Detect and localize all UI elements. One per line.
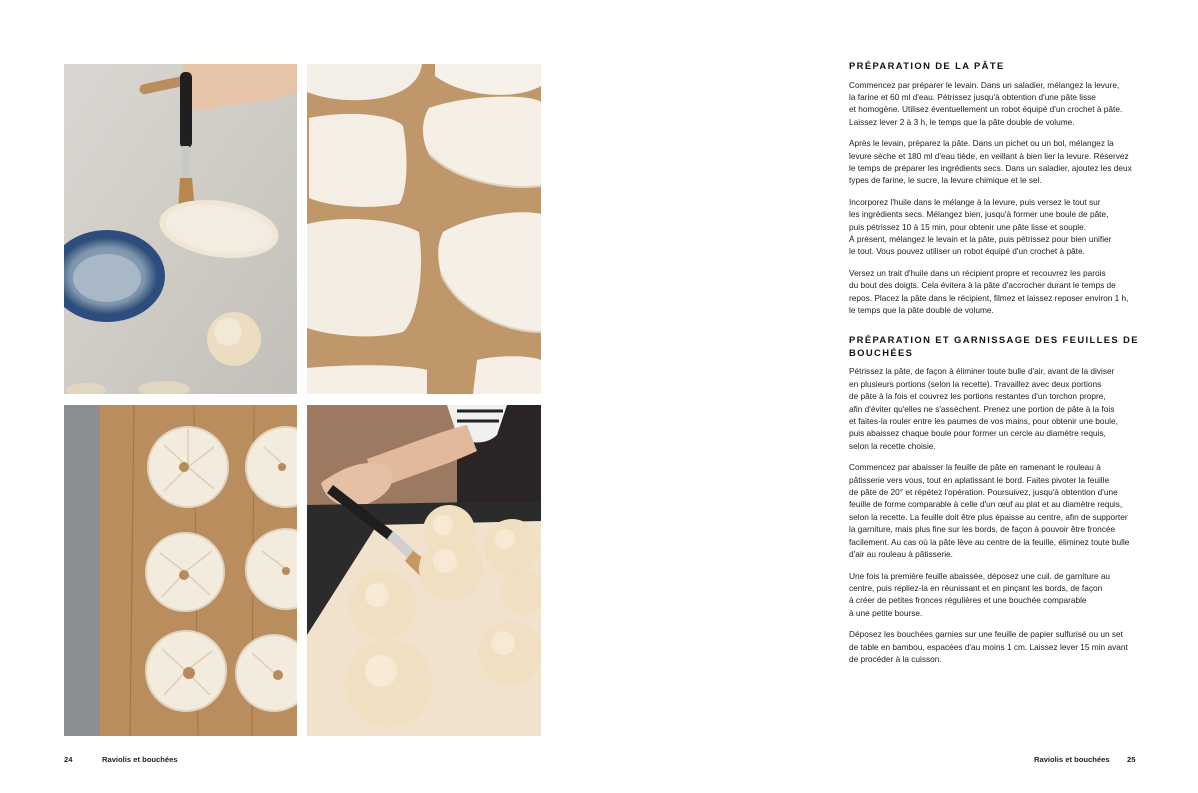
- text-line: types de farine, le sucre, la levure chimique et le sel.: [849, 175, 1042, 186]
- paragraph: [849, 267, 1139, 317]
- text-line: et homogène. Utilisez éventuellement un robot équipé d'un crochet à pâte.: [849, 104, 1123, 115]
- text-line: Commencez par préparer le levain. Dans un saladier, mélangez la levure,: [849, 79, 1120, 90]
- text-line: en plusieurs portions (selon la recette). Travaillez avec deux portions: [849, 378, 1102, 389]
- text-line: à une petite bourse.: [849, 607, 923, 618]
- text-line: le tout. Vous pouvez utiliser un robot équipé d'un crochet à pâte.: [849, 246, 1085, 257]
- paragraph: [849, 137, 1139, 187]
- text-line: Versez un trait d'huile dans un récipient propre et recouvrez les parois: [849, 267, 1106, 278]
- text-line: Déposez les bouchées garnies sur une feuille de papier sulfurisé ou un set: [849, 629, 1123, 640]
- paragraph: [849, 628, 1139, 665]
- photo-folded-dough-sheets: [307, 64, 541, 394]
- text-line: la farine et 60 ml d'eau. Pétrissez jusqu'à obtention d'une pâte lisse: [849, 91, 1096, 102]
- text-line: repos. Placez la pâte dans le récipient, filmez et laissez reposer environ 1 h,: [849, 292, 1129, 303]
- photo-steamed-buns-on-board: [64, 405, 297, 736]
- paragraph: [849, 461, 1139, 560]
- text-line: Après le levain, préparez la pâte. Dans un pichet ou un bol, mélangez la: [849, 138, 1114, 149]
- text-line: À présent, mélangez le levain et la pâte, puis pétrissez pour bien unifier: [849, 233, 1112, 244]
- text-line: feuille de forme comparable à celle d'un œuf au plat et au diamètre requis,: [849, 499, 1123, 510]
- text-line: Commencez par abaisser la feuille de pâte en ramenant le rouleau à: [849, 462, 1101, 473]
- running-title-right: Raviolis et bouchées: [1034, 755, 1110, 764]
- text-line: centre, puis repliez-la en réunissant et en pinçant les bords, de façon: [849, 582, 1103, 593]
- text-line: Une fois la première feuille abaissée, déposez une cuil. de garniture au: [849, 570, 1111, 581]
- text-line: la garniture, mais plus fine sur les bords, de façon à pouvoir être froncée: [849, 524, 1116, 535]
- text-line: et faites-la rouler entre les paumes de vos mains, pour obtenir une boule,: [849, 416, 1118, 427]
- text-line: puis pétrissez 10 à 15 min, pour obtenir une pâte lisse et souple.: [849, 221, 1087, 232]
- text-line: afin d'éviter qu'elles ne s'assèchent. Prenez une portion de pâte à la fois: [849, 403, 1115, 414]
- text-line: selon la recette choisie.: [849, 440, 936, 451]
- paragraph: [849, 196, 1139, 258]
- text-line: le temps que la pâte double de volume.: [849, 305, 994, 315]
- text-line: Laissez lever 2 à 3 h, le temps que la pâte double de volume.: [849, 116, 1075, 127]
- section-heading: PRÉPARATION ET GARNISSAGE DES FEUILLES DE BOUCHÉES: [849, 334, 1139, 358]
- text-line: de procéder à la cuisson.: [849, 653, 942, 664]
- text-line: puis abaissez chaque boule pour former un cercle au diamètre requis,: [849, 428, 1106, 439]
- text-line: à créer de petites fronces régulières et une bouchée comparable: [849, 595, 1087, 606]
- page-number-right: 25: [1127, 755, 1136, 764]
- paragraph: [849, 79, 1139, 129]
- text-line: levure sèche et 180 ml d'eau tiède, en veillant à bien lier la levure. Réservez: [849, 150, 1129, 161]
- section-heading: PRÉPARATION DE LA PÂTE: [849, 60, 1005, 71]
- text-line: les ingrédients secs. Mélangez bien, jusqu'à former une boule de pâte,: [849, 209, 1109, 220]
- text-line: d'air au rouleau à pâtisserie.: [849, 549, 953, 560]
- page-number-left: 24: [64, 755, 73, 764]
- text-line: de table en bambou, espacées d'au moins 1 cm. Laissez lever 15 min avant: [849, 641, 1128, 652]
- photo-glazing-buns: [307, 405, 541, 736]
- text-line: selon la recette. La feuille doit être plus épaisse au centre, afin de supporter: [849, 511, 1128, 522]
- text-line: le temps de préparer les ingrédients secs. Dans un saladier, ajoutez les deux: [849, 162, 1132, 173]
- photo-brushing-dough: [64, 64, 297, 394]
- recipe-text-column: [849, 60, 1139, 674]
- text-line: Incorporez l'huile dans le mélange à la levure, puis versez le tout sur: [849, 196, 1101, 207]
- text-line: pâtisserie vers vous, tout en aplatissant le bord. Faites pivoter la feuille: [849, 474, 1110, 485]
- text-line: du bout des doigts. Cela évitera à la pâte d'accrocher durant le temps de: [849, 280, 1116, 291]
- text-line: de pâte de 20° et répétez l'opération. Poursuivez, jusqu'à obtention d'une: [849, 487, 1118, 498]
- text-line: de pâte à la fois et couvrez les portions restantes d'un torchon propre,: [849, 391, 1106, 402]
- text-line: Pétrissez la pâte, de façon à éliminer toute bulle d'air, avant de la diviser: [849, 366, 1115, 377]
- running-title-left: Raviolis et bouchées: [102, 755, 178, 764]
- paragraph: [849, 365, 1139, 452]
- paragraph: [849, 570, 1139, 620]
- text-line: facilement. Au cas où la pâte lève au centre de la feuille, éliminez toute bulle: [849, 536, 1130, 547]
